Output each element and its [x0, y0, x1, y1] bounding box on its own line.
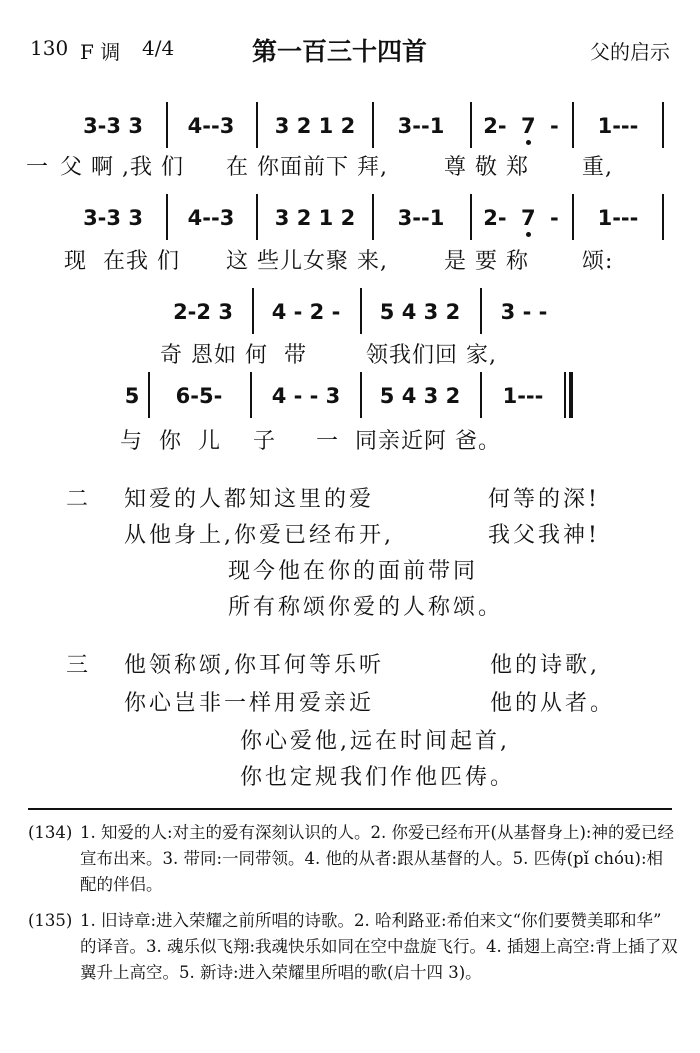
verse-line: 你心岂非一样用爱亲近 [124, 691, 375, 716]
lyric-row-3 [0, 338, 700, 368]
page-number: 130 [30, 36, 69, 60]
note-group: 2- [483, 114, 507, 138]
lyric-segment: 奇 恩如 何 带 [160, 343, 307, 368]
hymn-category: 父的启示 [590, 40, 670, 64]
verse-line: 你心爱他,远在时间起首, [240, 729, 510, 754]
lyric-segment: 是 要 称 [444, 249, 529, 274]
bar-line [360, 288, 362, 334]
measure: 3 2 1 2 [274, 206, 356, 230]
measure: 6-5- [175, 384, 223, 408]
final-bar-line [564, 372, 573, 418]
measure: 1--- [597, 114, 639, 138]
note-group: 2- [483, 206, 507, 230]
measure: 4 - 2 - [271, 300, 341, 324]
verse-number-1: 一 [26, 155, 50, 180]
measure: 3 - - [500, 300, 548, 324]
verse-number-3: 三 [66, 653, 92, 678]
measure: 2-2 3 [173, 300, 233, 324]
time-signature: 4/4 [142, 36, 175, 60]
lyric-segment: 在 你面前下 拜, [226, 155, 388, 180]
bar-line [372, 102, 374, 148]
verse-line: 他的诗歌, [490, 653, 600, 678]
note-group: - [550, 114, 559, 138]
verse-line: 从他身上,你爱已经布开, [124, 523, 394, 548]
lyric-segment: 领我们回 家, [366, 343, 497, 368]
verse-line: 所有称颂你爱的人称颂。 [228, 595, 504, 620]
bar-line [250, 372, 252, 418]
verse-line: 我父我神! [488, 523, 600, 548]
lyric-segment: 颂: [582, 249, 614, 274]
bar-line [480, 288, 482, 334]
measure: 4--3 [187, 114, 235, 138]
footnote-134 [28, 820, 678, 898]
measure: 1--- [502, 384, 544, 408]
lyric-row-1 [0, 150, 700, 180]
footnote-135 [28, 908, 678, 986]
lyric-segment: 与 你 儿 子 [120, 429, 276, 454]
bar-line [662, 194, 664, 240]
bar-line [470, 194, 472, 240]
measure: 5 4 3 2 [379, 384, 461, 408]
lyric-segment: 重, [582, 155, 613, 180]
notation-row-2 [0, 202, 700, 234]
lyric-segment: 父 啊 ,我 们 [60, 155, 184, 180]
bar-line [166, 194, 168, 240]
bar-line [572, 194, 574, 240]
verse-line: 知爱的人都知这里的爱 [124, 487, 375, 512]
lyric-row-4 [0, 424, 700, 454]
hymn-header [30, 36, 670, 68]
verse-line: 现今他在你的面前带同 [228, 559, 479, 584]
measure: 4 - - 3 [271, 384, 341, 408]
verse-line: 何等的深! [488, 487, 600, 512]
bar-line [252, 288, 254, 334]
notation-row-4 [0, 380, 700, 412]
note-group: - [550, 206, 559, 230]
footnote-text: 1. 旧诗章:进入荣耀之前所唱的诗歌。2. 哈利路亚:希伯来文“你们要赞美耶和华” 的译音。3. 魂乐似飞翔:我魂快乐如同在空中盘旋飞行。4. 插翅上高空:背上插了双翼升上高空。5. 新诗:进入荣耀里所唱的歌(启十四 3)。 [80, 911, 678, 982]
bar-line [470, 102, 472, 148]
verse-line: 你也定规我们作他匹俦。 [240, 765, 516, 790]
key-signature: F 调 [80, 40, 121, 64]
footnote-text: 1. 知爱的人:对主的爱有深刻认识的人。2. 你爱已经布开(从基督身上):神的爱已经宣布出来。3. 带同:一同带领。4. 他的从者:跟从基督的人。5. 匹俦(pǐ chóu):相配的伴侣。 [80, 823, 674, 894]
hymn-title: 第一百三十四首 [252, 37, 428, 66]
bar-line [572, 102, 574, 148]
lyric-segment: 尊 敬 郑 [444, 155, 529, 180]
measure-with-low-dot [476, 110, 566, 142]
bar-line [256, 194, 258, 240]
lyric-segment: 现 在我 们 [64, 249, 180, 274]
lyric-segment: 这 些儿女聚 来, [226, 249, 388, 274]
footnote-label: (135) [28, 911, 73, 930]
measure: 3--1 [397, 114, 445, 138]
lyric-row-2 [0, 244, 700, 274]
measure: 3--1 [397, 206, 445, 230]
footnote-divider [28, 808, 672, 810]
bar-line [166, 102, 168, 148]
verse-line: 他领称颂,你耳何等乐听 [124, 653, 384, 678]
measure: 4--3 [187, 206, 235, 230]
measure-with-low-dot [476, 202, 566, 234]
bar-line [256, 102, 258, 148]
measure: 5 4 3 2 [379, 300, 461, 324]
measure: 1--- [597, 206, 639, 230]
bar-line [480, 372, 482, 418]
notation-row-1 [0, 110, 700, 142]
measure: 3-3 3 [83, 114, 143, 138]
low-octave-note: 7 [521, 202, 536, 234]
measure: 3-3 3 [83, 206, 143, 230]
footnote-label: (134) [28, 823, 73, 842]
bar-line [148, 372, 150, 418]
notation-row-3 [0, 296, 700, 328]
lyric-segment: 一 同亲近阿 爸。 [316, 429, 501, 454]
bar-line [662, 102, 664, 148]
bar-line [360, 372, 362, 418]
low-octave-note: 7 [521, 110, 536, 142]
pickup-note: 5 [124, 384, 140, 408]
verse-number-2: 二 [66, 487, 92, 512]
bar-line [372, 194, 374, 240]
verse-line: 他的从者。 [490, 691, 616, 716]
measure: 3 2 1 2 [274, 114, 356, 138]
